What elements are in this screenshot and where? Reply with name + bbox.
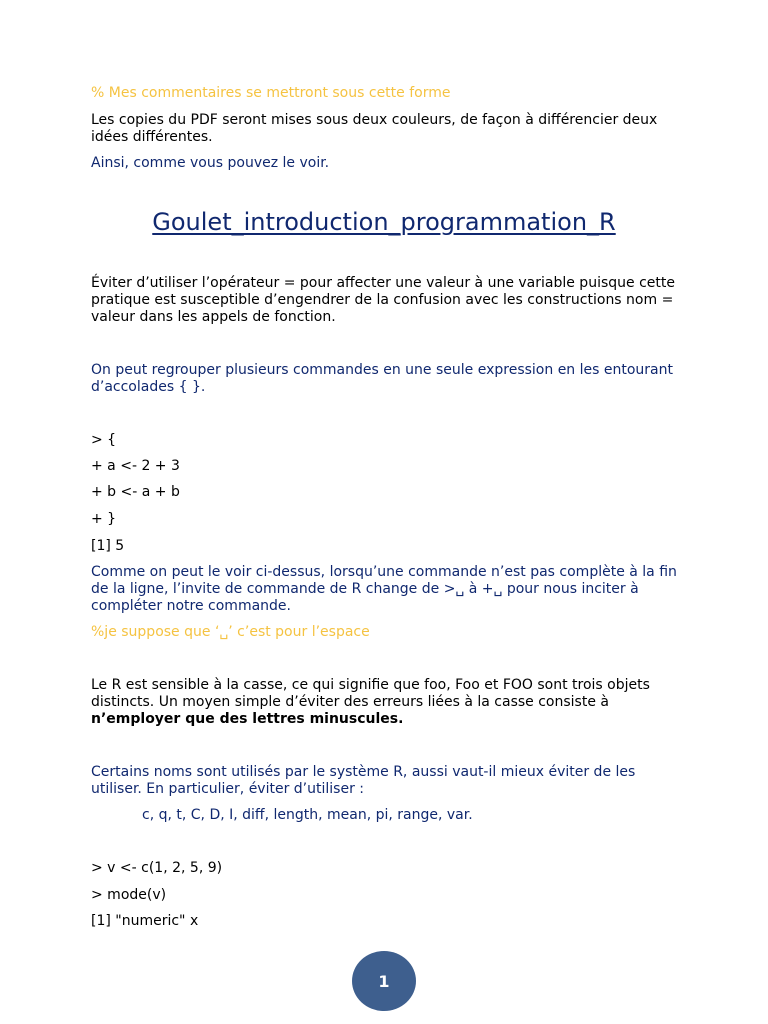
paragraph-braces: On peut regrouper plusieurs commandes en une seule expression en les entourant d’accolades { }. <box>91 362 673 395</box>
comment-space: %je suppose que ‘␣’ c’est pour l’espace <box>91 624 370 640</box>
reserved-names-list: c, q, t, C, D, I, diff, length, mean, pi, range, var. <box>142 807 473 823</box>
paragraph-reserved-names: Certains noms sont utilisés par le système R, aussi vaut-il mieux éviter de les utiliser. En particulier, éviter d’utiliser : <box>91 764 636 797</box>
paragraph-case-emphasis: n’employer que des lettres minuscules. <box>91 711 404 727</box>
page-number: 1 <box>378 971 390 991</box>
paragraph-assignment: Éviter d’utiliser l’opérateur = pour affecter une valeur à une variable puisque cette pratique est susceptible d’engendrer de la confusion avec les constructions nom = valeur dans les appels de fonction. <box>91 275 675 325</box>
document-title: Goulet_introduction_programmation_R <box>152 208 616 236</box>
code-line: > { <box>91 432 117 448</box>
code-line: + } <box>91 511 117 527</box>
paragraph-case <box>91 677 681 728</box>
intro-blue-paragraph: Ainsi, comme vous pouvez le voir. <box>91 155 330 171</box>
intro-paragraph: Les copies du PDF seront mises sous deux couleurs, de façon à différencier deux idées différentes. <box>91 112 658 145</box>
code-output-line: [1] "numeric" x <box>91 913 199 929</box>
code-line: + b <- a + b <box>91 484 180 500</box>
code-line: > v <- c(1, 2, 5, 9) <box>91 860 223 876</box>
code-line: > mode(v) <box>91 887 167 903</box>
code-line: + a <- 2 + 3 <box>91 458 180 474</box>
code-output-line: [1] 5 <box>91 538 125 554</box>
comment-intro: % Mes commentaires se mettront sous cette forme <box>91 85 451 101</box>
page-number-badge <box>352 951 416 1011</box>
paragraph-prompt: Comme on peut le voir ci-dessus, lorsqu’une commande n’est pas complète à la fin de la ligne, l’invite de commande de R change de >␣ à +␣ pour nous inciter à compléter notre commande. <box>91 564 677 614</box>
paragraph-case-text: Le R est sensible à la casse, ce qui signifie que foo, Foo et FOO sont trois objets distincts. Un moyen simple d’éviter des erreurs liées à la casse consiste à <box>91 677 650 710</box>
